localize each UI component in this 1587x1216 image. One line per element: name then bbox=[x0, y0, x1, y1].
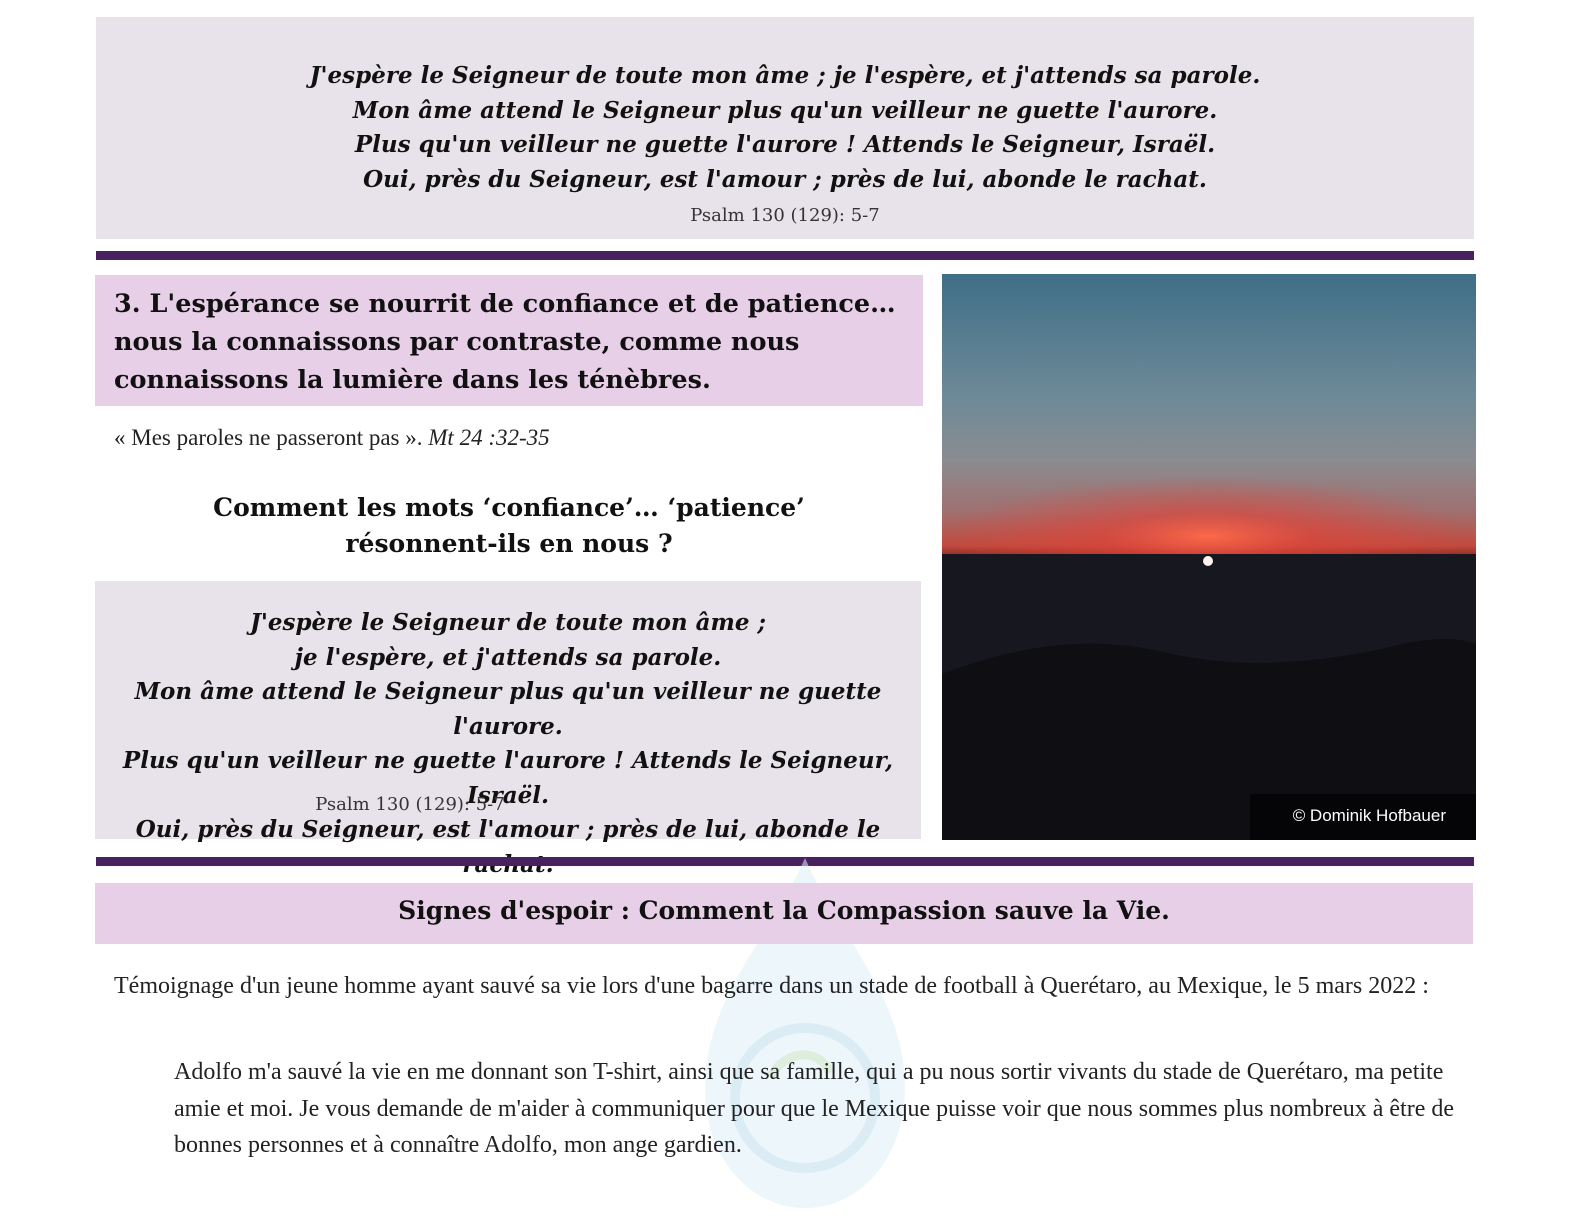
top-psalm-quote-box bbox=[96, 17, 1474, 239]
title-line: connaissons la lumière dans les ténèbres. bbox=[114, 365, 711, 395]
mid-psalm-source: Psalm 130 (129): 5-7 bbox=[315, 794, 505, 815]
section-3-title bbox=[114, 285, 904, 399]
mid-psalm-quote-box bbox=[95, 581, 921, 843]
sunset-photo bbox=[942, 274, 1476, 840]
sunset-image bbox=[942, 274, 1476, 840]
question-line: résonnent-ils en nous ? bbox=[345, 529, 673, 558]
mid-psalm-quote-text bbox=[95, 606, 921, 882]
section-divider bbox=[96, 251, 1474, 260]
gospel-reference: Mt 24 :32-35 bbox=[428, 425, 550, 450]
top-psalm-quote-text bbox=[96, 59, 1474, 197]
testimony-quote: Adolfo m'a sauvé la vie en me donnant son T-shirt, ainsi que sa famille, qui a pu nous sortir vivants du stade de Querétaro, ma petite amie et moi. Je vous demande de m'aider à communiquer pour que le Mexique puisse voir que nous sommes plus nombreux à être de bonnes personnes et à connaître Adolfo, mon ange gardien. bbox=[174, 1059, 1455, 1158]
quote-line: Mon âme attend le Seigneur plus qu'un veilleur ne guette l'aurore. bbox=[352, 96, 1218, 124]
quote-line: je l'espère, et j'attends sa parole. bbox=[294, 643, 722, 671]
gospel-quote bbox=[114, 425, 550, 451]
quote-line: Oui, près du Seigneur, est l'amour ; près de lui, abonde le bbox=[135, 816, 881, 843]
photo-credit: © Dominik Hofbauer bbox=[1292, 806, 1446, 825]
quote-line: Mon âme attend le Seigneur plus qu'un veilleur ne guette l'aurore. bbox=[134, 678, 882, 740]
gospel-quote-text: « Mes paroles ne passeront pas ». bbox=[114, 425, 423, 450]
testimony-intro: Témoignage d'un jeune homme ayant sauvé sa vie lors d'une bagarre dans un stade de football à Querétaro, au Mexique, le 5 mars 2022 : bbox=[114, 973, 1429, 999]
quote-line: Oui, près du Seigneur, est l'amour ; près de lui, abonde le rachat. bbox=[363, 165, 1207, 193]
question-line: Comment les mots ‘confiance’… ‘patience’ bbox=[213, 493, 805, 522]
quote-line: J'espère le Seigneur de toute mon âme ; je l'espère, et j'attends sa parole. bbox=[309, 62, 1261, 89]
top-psalm-source: Psalm 130 (129): 5-7 bbox=[690, 205, 880, 226]
reflection-question bbox=[95, 490, 923, 562]
quote-line: Plus qu'un veilleur ne guette l'aurore ! Attends le Seigneur, Israël. bbox=[354, 131, 1216, 158]
title-line: 3. L'espérance se nourrit de confiance et de patience… bbox=[114, 289, 896, 319]
title-line: nous la connaissons par contraste, comme nous bbox=[114, 327, 800, 357]
signs-of-hope-title: Signes d'espoir : Comment la Compassion sauve la Vie. bbox=[398, 896, 1170, 925]
quote-line: J'espère le Seigneur de toute mon âme ; bbox=[249, 609, 767, 636]
quote-line: Plus qu'un veilleur ne guette l'aurore ! Attends le Seigneur, Israël. bbox=[122, 747, 894, 809]
signs-of-hope-header bbox=[95, 883, 1473, 944]
section-3-header bbox=[95, 275, 923, 406]
